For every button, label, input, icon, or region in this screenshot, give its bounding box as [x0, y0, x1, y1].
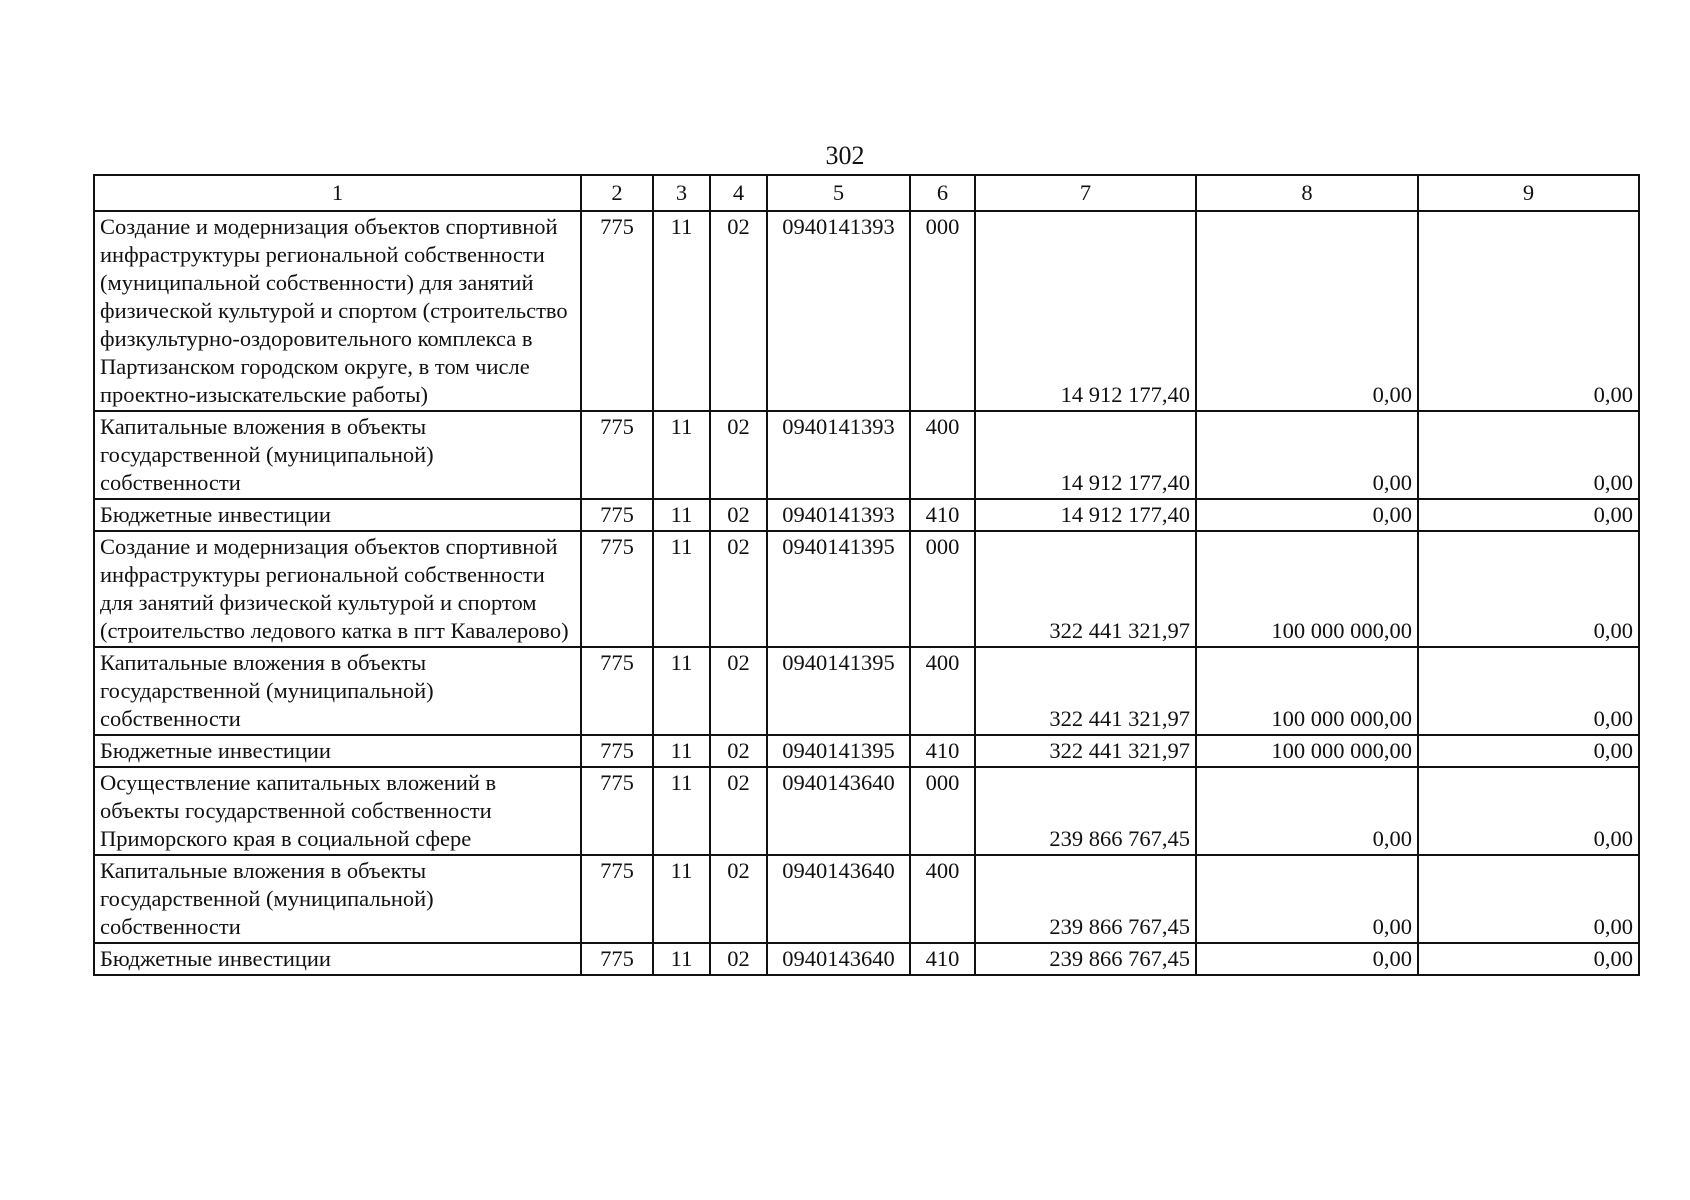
cell-col8: 0,00: [1196, 943, 1418, 975]
row-name: Осуществление капитальных вложений в объекты государственной собственности Приморского края в социальной сфере: [94, 767, 581, 855]
cell-col6: 000: [910, 767, 975, 855]
cell-col5: 0940141395: [767, 531, 910, 647]
cell-col4: 02: [710, 767, 767, 855]
cell-col3: 11: [653, 411, 710, 499]
column-header-6: 6: [910, 175, 975, 211]
cell-col8: 100 000 000,00: [1196, 647, 1418, 735]
cell-col7: 14 912 177,40: [975, 211, 1196, 411]
cell-col3: 11: [653, 647, 710, 735]
cell-col9: 0,00: [1418, 735, 1639, 767]
cell-col5: 0940143640: [767, 767, 910, 855]
cell-col3: 11: [653, 211, 710, 411]
row-name: Капитальные вложения в объекты государственной (муниципальной) собственности: [94, 411, 581, 499]
cell-col5: 0940141395: [767, 647, 910, 735]
row-name: Бюджетные инвестиции: [94, 943, 581, 975]
cell-col4: 02: [710, 647, 767, 735]
table-row: [94, 211, 1639, 411]
cell-col7: 322 441 321,97: [975, 735, 1196, 767]
row-name: Капитальные вложения в объекты государственной (муниципальной) собственности: [94, 647, 581, 735]
column-header-3: 3: [653, 175, 710, 211]
cell-col3: 11: [653, 531, 710, 647]
cell-col6: 410: [910, 943, 975, 975]
cell-col4: 02: [710, 531, 767, 647]
cell-col6: 000: [910, 531, 975, 647]
budget-table: [93, 174, 1640, 976]
table-row: [94, 767, 1639, 855]
row-name: Бюджетные инвестиции: [94, 735, 581, 767]
cell-col4: 02: [710, 855, 767, 943]
cell-col8: 100 000 000,00: [1196, 735, 1418, 767]
cell-col9: 0,00: [1418, 211, 1639, 411]
cell-col2: 775: [581, 411, 653, 499]
cell-col4: 02: [710, 943, 767, 975]
cell-col6: 410: [910, 499, 975, 531]
cell-col5: 0940141393: [767, 499, 910, 531]
cell-col2: 775: [581, 735, 653, 767]
table-row: [94, 855, 1639, 943]
cell-col4: 02: [710, 499, 767, 531]
column-header-5: 5: [767, 175, 910, 211]
cell-col2: 775: [581, 647, 653, 735]
table-row: [94, 735, 1639, 767]
cell-col9: 0,00: [1418, 499, 1639, 531]
cell-col9: 0,00: [1418, 531, 1639, 647]
cell-col3: 11: [653, 767, 710, 855]
cell-col7: 14 912 177,40: [975, 499, 1196, 531]
cell-col7: 322 441 321,97: [975, 531, 1196, 647]
cell-col4: 02: [710, 735, 767, 767]
cell-col8: 0,00: [1196, 211, 1418, 411]
cell-col4: 02: [710, 211, 767, 411]
cell-col9: 0,00: [1418, 647, 1639, 735]
cell-col8: 100 000 000,00: [1196, 531, 1418, 647]
cell-col9: 0,00: [1418, 411, 1639, 499]
cell-col3: 11: [653, 735, 710, 767]
table-row: [94, 499, 1639, 531]
cell-col7: 239 866 767,45: [975, 855, 1196, 943]
table-row: [94, 411, 1639, 499]
cell-col9: 0,00: [1418, 855, 1639, 943]
cell-col2: 775: [581, 855, 653, 943]
cell-col5: 0940143640: [767, 855, 910, 943]
cell-col6: 000: [910, 211, 975, 411]
cell-col2: 775: [581, 211, 653, 411]
cell-col7: 14 912 177,40: [975, 411, 1196, 499]
cell-col5: 0940141395: [767, 735, 910, 767]
cell-col2: 775: [581, 943, 653, 975]
row-name: Бюджетные инвестиции: [94, 499, 581, 531]
column-header-2: 2: [581, 175, 653, 211]
cell-col3: 11: [653, 943, 710, 975]
table-header-row: [94, 175, 1639, 211]
cell-col7: 239 866 767,45: [975, 767, 1196, 855]
page-number: 302: [825, 141, 865, 170]
cell-col6: 400: [910, 647, 975, 735]
cell-col8: 0,00: [1196, 855, 1418, 943]
table-row: [94, 943, 1639, 975]
cell-col5: 0940143640: [767, 943, 910, 975]
cell-col3: 11: [653, 499, 710, 531]
table-row: [94, 647, 1639, 735]
table-row: [94, 531, 1639, 647]
cell-col8: 0,00: [1196, 411, 1418, 499]
cell-col4: 02: [710, 411, 767, 499]
cell-col8: 0,00: [1196, 499, 1418, 531]
cell-col5: 0940141393: [767, 411, 910, 499]
cell-col6: 400: [910, 855, 975, 943]
cell-col2: 775: [581, 767, 653, 855]
cell-col7: 239 866 767,45: [975, 943, 1196, 975]
column-header-8: 8: [1196, 175, 1418, 211]
column-header-1: 1: [94, 175, 581, 211]
row-name: Капитальные вложения в объекты государственной (муниципальной) собственности: [94, 855, 581, 943]
cell-col8: 0,00: [1196, 767, 1418, 855]
cell-col3: 11: [653, 855, 710, 943]
column-header-4: 4: [710, 175, 767, 211]
cell-col6: 400: [910, 411, 975, 499]
cell-col2: 775: [581, 499, 653, 531]
column-header-7: 7: [975, 175, 1196, 211]
cell-col5: 0940141393: [767, 211, 910, 411]
cell-col2: 775: [581, 531, 653, 647]
cell-col9: 0,00: [1418, 943, 1639, 975]
row-name: Создание и модернизация объектов спортивной инфраструктуры региональной собственности (муниципальной собственности) для занятий физической культурой и спортом (строительство физкультурно-оздоровительного комплекса в Партизанском городском округе, в том числе проектно-изыскательские работы): [94, 211, 581, 411]
row-name: Создание и модернизация объектов спортивной инфраструктуры региональной собственности для занятий физической культурой и спортом (строительство ледового катка в пгт Кавалерово): [94, 531, 581, 647]
cell-col6: 410: [910, 735, 975, 767]
column-header-9: 9: [1418, 175, 1639, 211]
cell-col7: 322 441 321,97: [975, 647, 1196, 735]
cell-col9: 0,00: [1418, 767, 1639, 855]
